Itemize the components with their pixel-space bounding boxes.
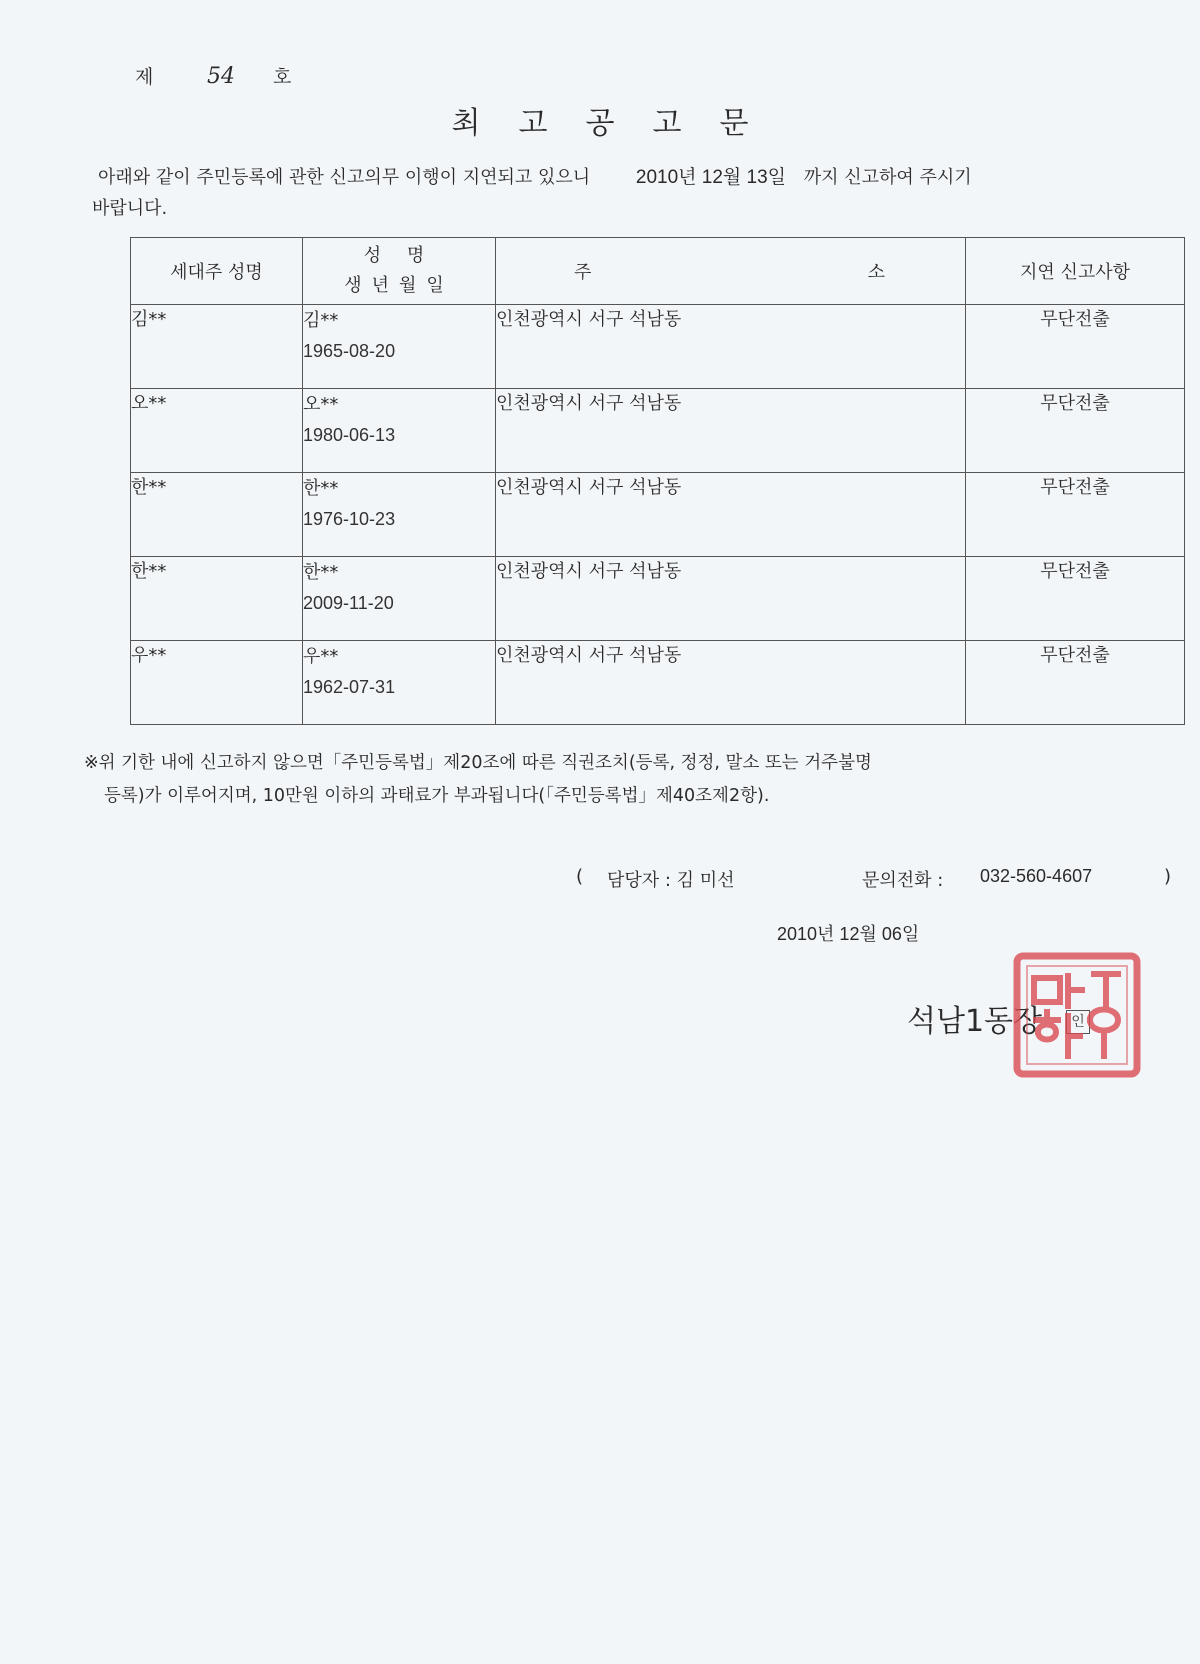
doc-number-suffix: 호 <box>273 66 292 88</box>
seal-mark-box: 인 <box>1066 1010 1090 1034</box>
birth-date: 1976-10-23 <box>303 509 396 529</box>
header-name-birth <box>303 238 496 305</box>
name-birth-cell <box>303 473 496 557</box>
intro-paragraph <box>92 162 1190 224</box>
issuer-title: 석남1동장 <box>907 1004 1043 1039</box>
table-header-row <box>131 238 1185 305</box>
address-cell: 인천광역시 서구 석남동 <box>496 473 966 557</box>
householder-cell: 오** <box>131 389 303 473</box>
overdue-cell: 무단전출 <box>966 305 1185 389</box>
penalty-notice-line2: 등록)가 이루어지며, 10만원 이하의 과태료가 부과됩니다(「주민등록법」제40조제2항). <box>104 786 770 806</box>
document-number <box>135 62 291 89</box>
contact-phone-label: 문의전화 : <box>862 870 944 891</box>
householder-cell: 우** <box>131 641 303 725</box>
name-birth-cell <box>303 557 496 641</box>
address-cell: 인천광역시 서구 석남동 <box>496 305 966 389</box>
table-row <box>131 389 1185 473</box>
header-address <box>496 238 966 305</box>
address-cell: 인천광역시 서구 석남동 <box>496 557 966 641</box>
birth-date: 1965-08-20 <box>303 341 396 361</box>
official-seal-stamp <box>1012 950 1142 1080</box>
person-name: 우** <box>303 646 339 667</box>
person-name: 김** <box>303 310 339 331</box>
intro-text: 아래와 같이 주민등록에 관한 신고의무 이행이 지연되고 있으니 <box>98 167 591 188</box>
header-address-part2: 소 <box>867 262 885 283</box>
header-householder: 세대주 성명 <box>131 238 303 305</box>
deadline-date: 2010년 12월 13일 <box>635 167 787 188</box>
table-row <box>131 641 1185 725</box>
issue-date: 2010년 12월 06일 <box>777 924 920 944</box>
name-birth-cell <box>303 389 496 473</box>
header-name: 성 명 <box>363 245 435 266</box>
doc-number-prefix: 제 <box>135 66 154 88</box>
intro-text-end: 바랍니다. <box>92 198 168 219</box>
table-row <box>131 557 1185 641</box>
overdue-cell: 무단전출 <box>966 557 1185 641</box>
intro-text-after: 까지 신고하여 주시기 <box>803 167 972 188</box>
contact-close-paren: ) <box>1164 866 1172 887</box>
address-cell: 인천광역시 서구 석남동 <box>496 641 966 725</box>
doc-number-value: 54 <box>207 64 235 89</box>
table-row <box>131 473 1185 557</box>
header-address-part1: 주 <box>574 262 592 283</box>
document-title: 최고공고문 <box>451 106 787 141</box>
overdue-cell: 무단전출 <box>966 389 1185 473</box>
contact-staff: 담당자 : 김 미선 <box>607 870 735 891</box>
birth-date: 2009-11-20 <box>303 593 394 613</box>
contact-phone: 032-560-4607 <box>980 866 1093 886</box>
header-overdue: 지연 신고사항 <box>966 238 1185 305</box>
penalty-notice-line1: ※위 기한 내에 신고하지 않으면「주민등록법」제20조에 따른 직권조치(등록, 정정, 말소 또는 거주불명 <box>84 753 872 773</box>
penalty-notice <box>84 747 1184 813</box>
header-birth: 생년월일 <box>344 275 454 296</box>
householder-cell: 한** <box>131 557 303 641</box>
person-name: 한** <box>303 562 339 583</box>
overdue-cell: 무단전출 <box>966 641 1185 725</box>
name-birth-cell <box>303 305 496 389</box>
overdue-report-table <box>130 237 1185 725</box>
householder-cell: 한** <box>131 473 303 557</box>
address-cell: 인천광역시 서구 석남동 <box>496 389 966 473</box>
name-birth-cell <box>303 641 496 725</box>
person-name: 오** <box>303 394 339 415</box>
overdue-cell: 무단전출 <box>966 473 1185 557</box>
birth-date: 1980-06-13 <box>303 425 396 445</box>
householder-cell: 김** <box>131 305 303 389</box>
contact-open-paren: ( <box>576 866 584 887</box>
person-name: 한** <box>303 478 339 499</box>
birth-date: 1962-07-31 <box>303 677 396 697</box>
table-row <box>131 305 1185 389</box>
